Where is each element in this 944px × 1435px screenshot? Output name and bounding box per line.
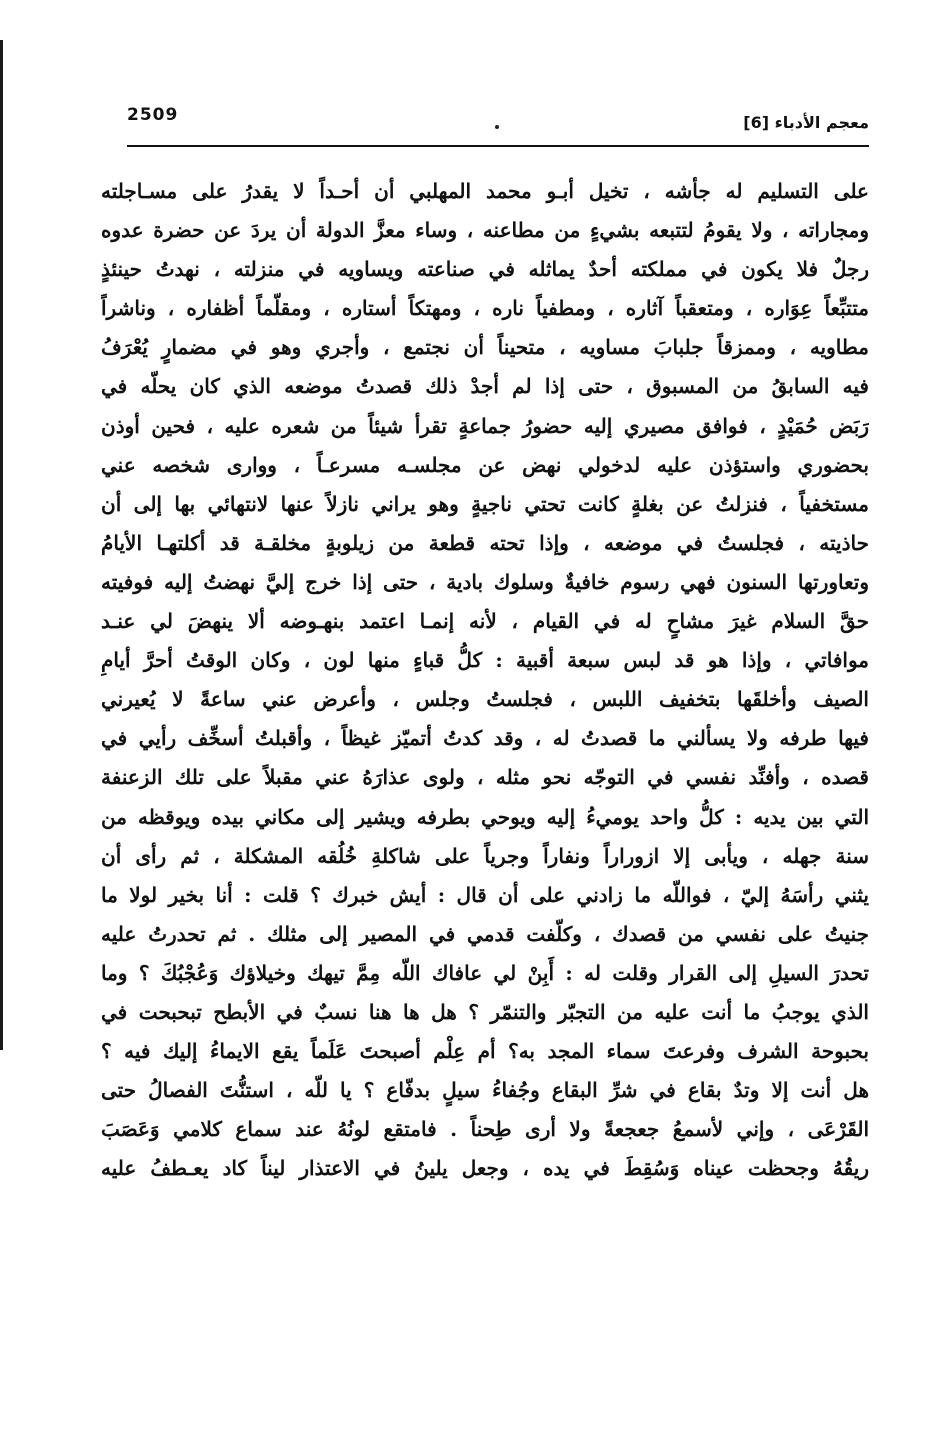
running-title: معجم الأدباء [6]: [743, 113, 869, 132]
page-header: [127, 103, 869, 147]
text-line: رجلٌ فلا يكون في مملكته أحدٌ يماثله في صناعته ويساويه في منزلته ، نهدتُ حينئذٍ: [101, 257, 869, 282]
text-line: فيه السابقُ من المسبوق ، حتى إذا لم أجدْ ذلك قصدتُ موضعه الذي كان يحلّه في: [101, 374, 869, 399]
text-line: حقَّ السلام غيرَ مشاحٍ له في القيام ، لأنه إنمـا اعتمد بنهـوضه ألا ينهضَ لي عنـد: [101, 609, 869, 634]
binding-edge-mark: [0, 40, 3, 1050]
text-line: ومجاراته ، ولا يقومُ لتتبعه بشيءٍ من مطاعنه ، وساء معزَّ الدولة أن يردَ عن حضرة عدوه: [101, 218, 869, 243]
page-number: 2509: [127, 105, 179, 125]
text-line: تحدرَ السيلِ إلى القرار وقلت له : أَبِنْ لي عافاك اللّه مِمَّ تيهك وخيلاؤك وَعُجْبُكَ ؟ وما: [101, 960, 869, 985]
text-line: متتبِّعاً عِوَاره ، ومتعقباً آثاره ، ومطفياً ناره ، ومهتكاً أستاره ، ومقلّماً أظفاره ، وناشراً: [101, 296, 869, 321]
text-line: القَرْعَى ، وإني لأسمعُ جعجعةً ولا أرى طِحناً . فامتقع لونُهُ عند سماع كلامي وَعَصَبَ: [101, 1117, 869, 1142]
text-line: مستخفياً ، فنزلتُ عن بغلةٍ كانت تحتي ناجيةٍ وهو يراني نازلاً عنها لانتهائي بها إلى أن: [101, 491, 869, 516]
body-text: [101, 172, 869, 1188]
text-line: على التسليم له جأشه ، تخيل أبـو محمد المهلبي أن أحـداً لا يقدرُ على مسـاجلته: [101, 179, 869, 203]
text-line: ريقُهُ وجحظت عيناه وَسُقِطَ في يده ، وجعل يلينُ في الاعتذار ليناً كاد يعـطفُ عليه: [101, 1156, 869, 1181]
text-line: التي بين يديه : كلُّ واحد يوميءُ إليه ويوحي بطرفه ويشير إلى مكاني بيده ويوقظه من: [101, 804, 869, 829]
text-line: وتعاورتها السنون فهي رسوم خافيةٌ وسلوك بادية ، حتى إذا خرج إليَّ نهضتُ إليه فوفيته: [101, 569, 869, 594]
text-line: الذي يوجبُ ما أنت عليه من التجبّر والتنمّر ؟ هل ها هنا نسبٌ في الأبطح تبحبحت في: [101, 999, 869, 1024]
text-line: رَبَض حُمَيْدٍ ، فوافق مصيري إليه حضورُ جماعةٍ تقرأ شيئاً من شعره عليه ، فحين أوذن: [101, 413, 869, 438]
text-line: جنيتُ على نفسي من قصدك ، وكلّفت قدمي في المصير إلى مثلك . ثم تحدرتُ عليه: [101, 921, 869, 946]
text-line: قصده ، وأفنِّد نفسي في التوجّه نحو مثله ، ولوى عذارَهُ عني مقبلاً على تلك الزعنفة: [101, 765, 869, 790]
text-line: الصيف وأخلقَها بتخفيف اللبس ، فجلستُ وجلس ، وأعرض عني ساعةً لا يُعيرني: [101, 687, 869, 712]
text-line: فيها طرفه ولا يسألني ما قصدتُ له ، وقد كدتُ أتميّز غيظاً ، وأقبلتُ أسخِّف رأيي في: [101, 726, 869, 751]
text-line: بحضوري واستؤذن عليه لدخولي نهض عن مجلسـه مسرعـاً ، ووارى شخصه عني: [101, 452, 869, 477]
header-dot: [495, 125, 499, 129]
header-rule: [127, 145, 869, 147]
text-line: بحبوحة الشرف وفرعتَ سماء المجد به؟ أم عِلْم أصبحتَ عَلَماً يقع الايماءُ إليك فيه ؟: [101, 1039, 869, 1064]
text-line: موافاتي ، وإذا هو قد لبس سبعة أقبية : كلُّ قباءٍ منها لون ، وكان الوقتُ أحرَّ أيامِ: [101, 648, 869, 673]
text-line: يثني رأسَهُ إليّ ، فواللّه ما زادني على أن قال : أيش خبرك ؟ قلت : أنا بخير لولا ما: [101, 882, 869, 907]
text-line: مطاويه ، وممزقاً جلبابَ مساويه ، متحيناً أن نجتمع ، وأجري وهو في مضمارٍ يُعْرَفُ: [101, 335, 869, 360]
text-line: سنة جهله ، ويأبى إلا ازوراراً ونفاراً وجرياً على شاكلةِ خُلُقه المشكلة ، ثم رأى أن: [101, 843, 869, 868]
text-line: حاذيته ، فجلستُ في موضعه ، وإذا تحته قطعة من زيلوبةٍ مخلقـة قد أكلتهـا الأيامُ: [101, 530, 869, 555]
text-line: هل أنت إلا وتدٌ بقاع في شرِّ البقاع وجُفاءُ سيلٍ بدفّاع ؟ يا للّه ، استنُّتَ الفصالُ حتى: [101, 1078, 869, 1103]
